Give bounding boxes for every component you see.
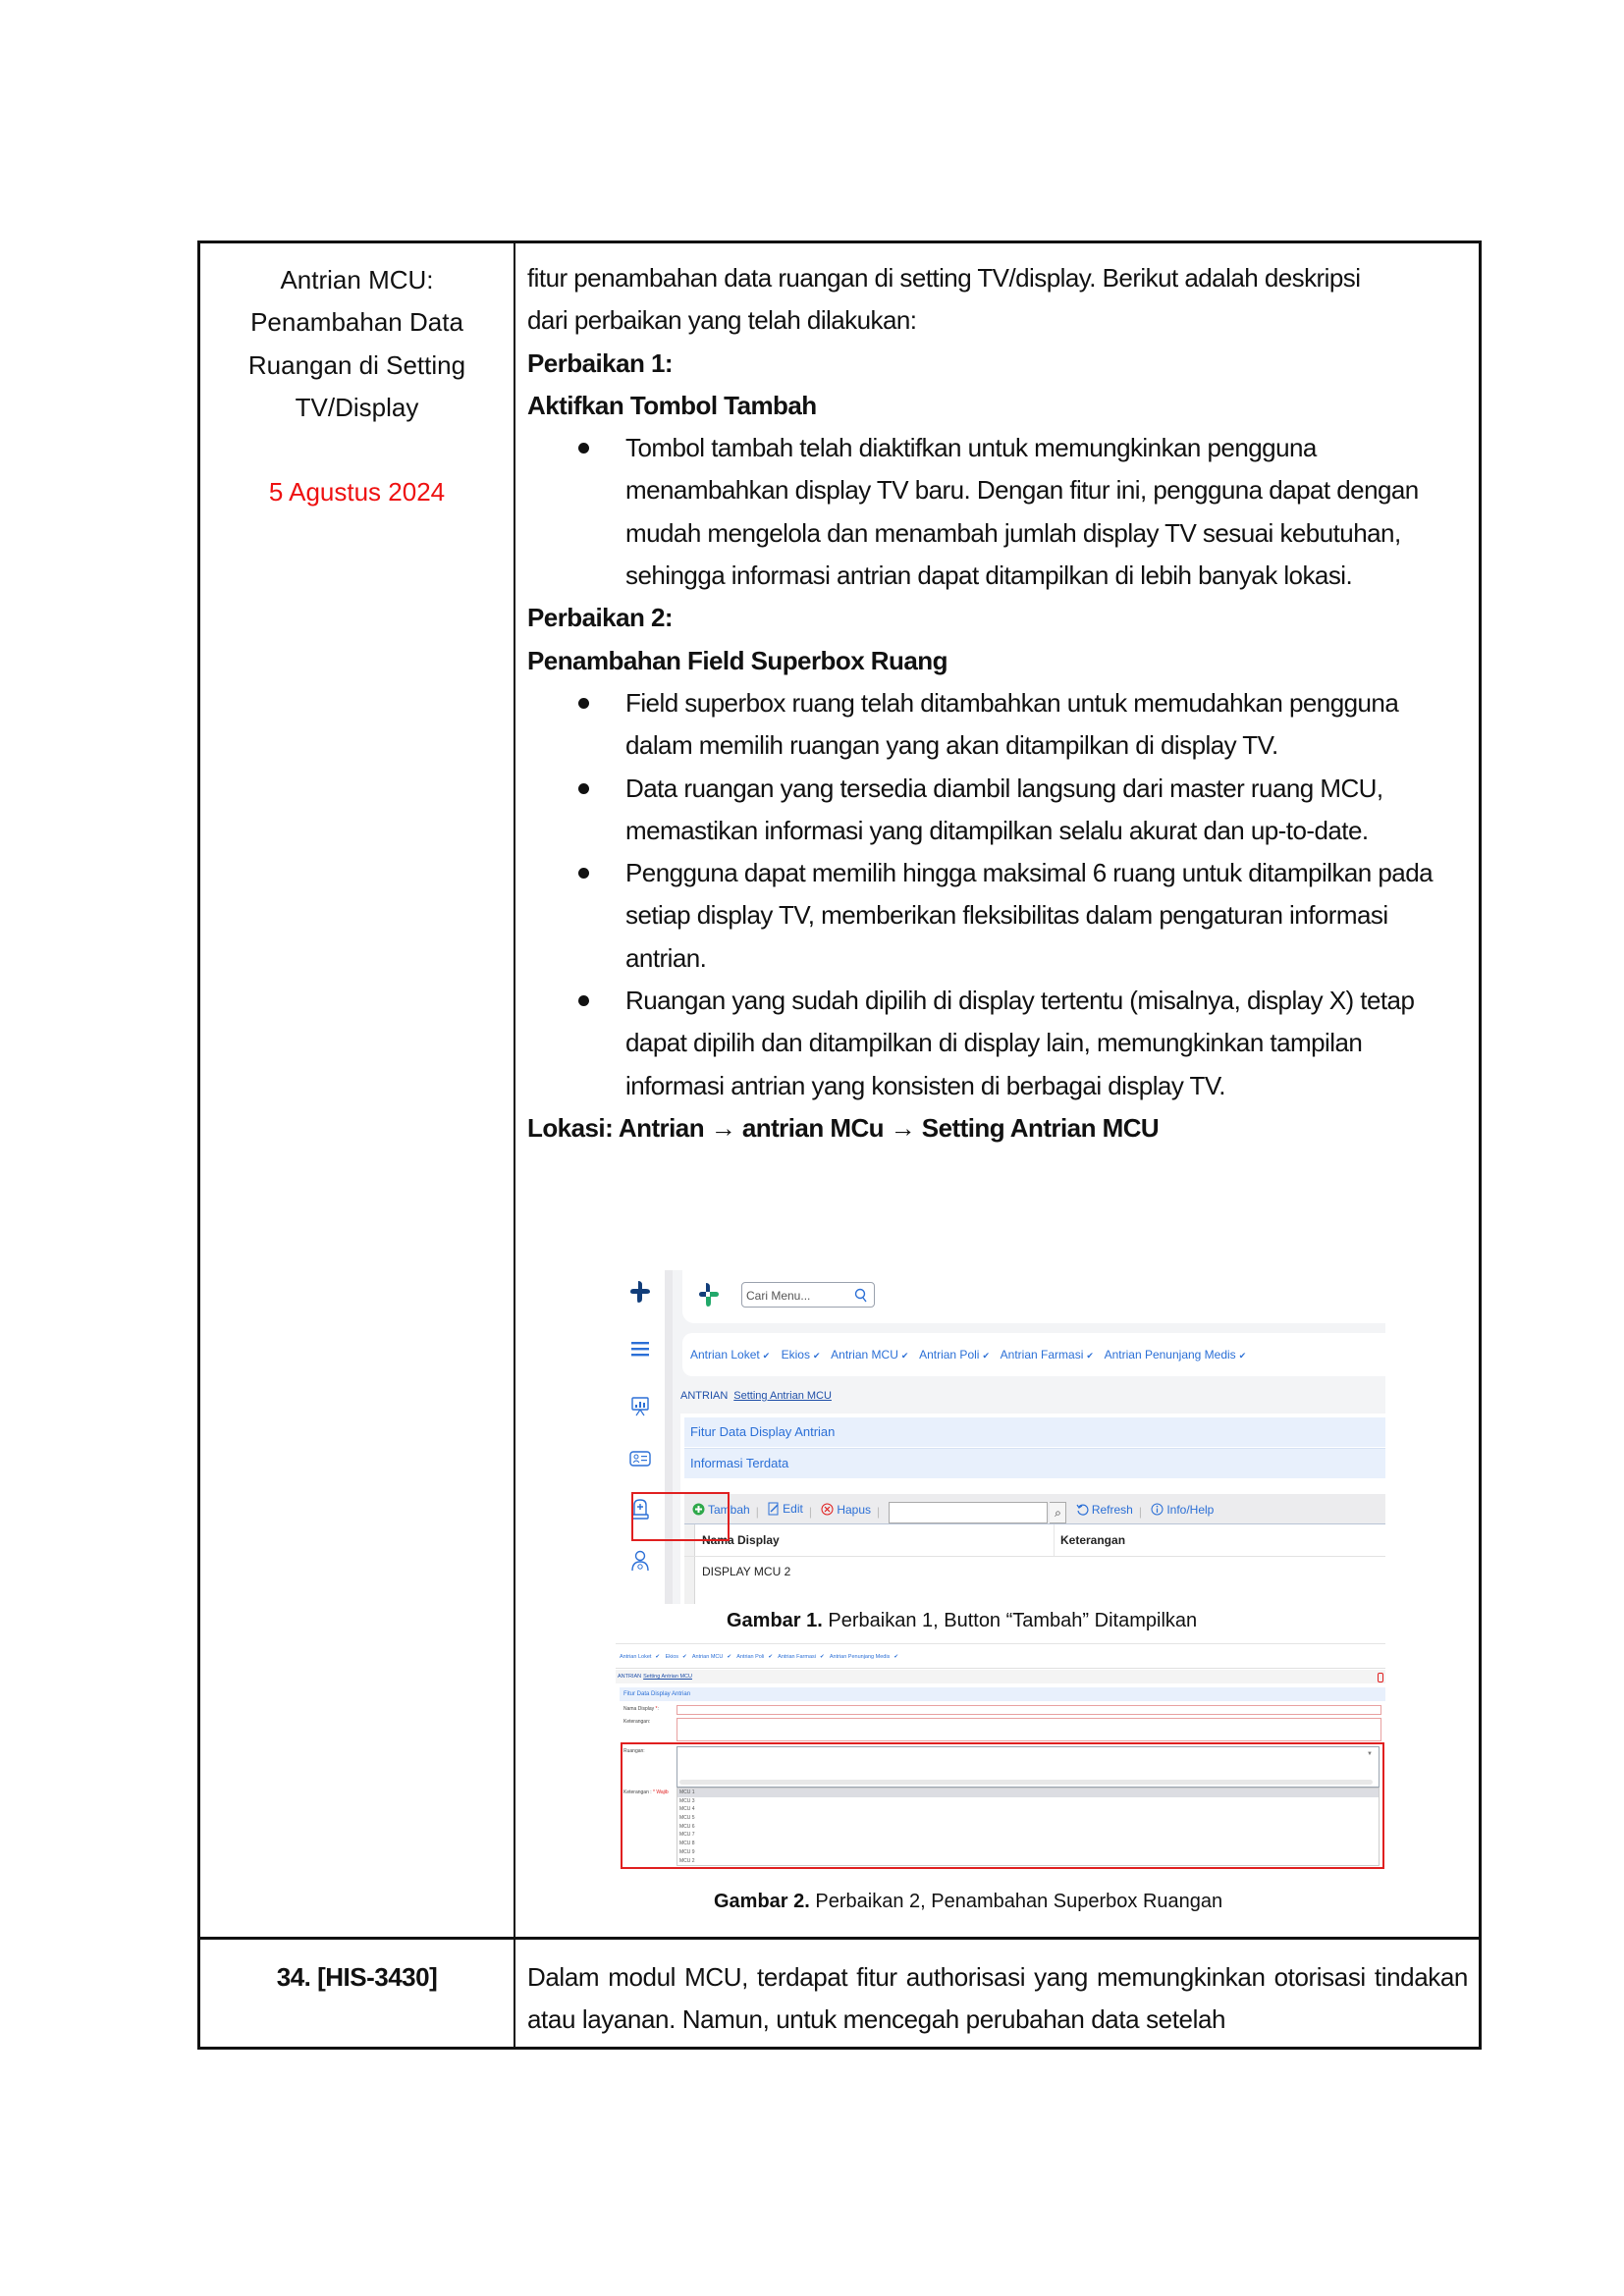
ruangan-superbox[interactable] xyxy=(677,1746,1380,1788)
feature-title-line: Penambahan Data xyxy=(250,307,463,338)
nav-antrian-mcu[interactable]: Antrian MCU xyxy=(691,1654,724,1660)
figure-2-screenshot xyxy=(616,1643,1385,1882)
intro-line: dari perbaikan yang telah dilakukan: xyxy=(527,305,917,336)
option-mcu-1[interactable]: MCU 1 xyxy=(677,1789,1379,1797)
location-path: Lokasi: Antrian → antrian MCu → Setting Antrian MCU xyxy=(527,1112,1160,1143)
grid-header xyxy=(684,1524,1385,1557)
add-button[interactable]: Tambah xyxy=(692,1495,750,1524)
nav-ekios[interactable]: Ekios ✔︎ xyxy=(781,1348,821,1362)
highlight-box xyxy=(631,1492,730,1541)
chevron-down-icon: ✔︎ xyxy=(982,1351,990,1361)
nav-antrian-farmasi[interactable]: Antrian Farmasi ✔︎ xyxy=(1000,1348,1094,1362)
nav-antrian-loket[interactable]: Antrian Loket ✔︎ xyxy=(690,1348,771,1362)
sidebar-gutter xyxy=(665,1270,673,1604)
bullet-icon xyxy=(578,868,589,879)
list-item: Data ruangan yang tersedia diambil langsung dari master ruang MCU, memastikan informasi yang ditampilkan selalu akurat dan up-to-date. xyxy=(527,768,1470,853)
search-icon[interactable]: ⌕ xyxy=(1050,1502,1066,1523)
breadcrumb-root[interactable]: ANTRIAN xyxy=(618,1674,642,1680)
chevron-down-icon: ✔︎ xyxy=(762,1351,771,1361)
fix2-label: Perbaikan 2: xyxy=(527,603,674,633)
panel-title: Fitur Data Display Antrian xyxy=(620,1687,1385,1701)
app-header xyxy=(682,1270,1385,1323)
fix2-bullet-list xyxy=(527,682,1470,1107)
nav-antrian-poli[interactable]: Antrian Poli ✔︎ xyxy=(919,1348,990,1362)
table-row[interactable] xyxy=(684,1557,1385,1586)
option-mcu-5[interactable]: MCU 5 xyxy=(679,1815,695,1822)
grid-search-input[interactable] xyxy=(889,1502,1048,1523)
edit-icon xyxy=(768,1502,780,1516)
feature-title-cell xyxy=(200,243,514,513)
bullet-icon xyxy=(578,995,589,1006)
nama-display-label: Nama Display *: xyxy=(623,1706,659,1712)
column-divider xyxy=(514,243,515,2047)
bullet-icon xyxy=(578,698,589,709)
figure-2-caption: Gambar 2. Perbaikan 2, Penambahan Superbox Ruangan xyxy=(714,1891,1223,1912)
breadcrumb-root[interactable]: ANTRIAN xyxy=(680,1390,729,1402)
info-icon xyxy=(1151,1503,1164,1516)
refresh-button[interactable]: Refresh xyxy=(1076,1495,1133,1524)
help-button[interactable]: Info/Help xyxy=(1151,1495,1214,1524)
scrollbar[interactable] xyxy=(679,1780,1373,1785)
list-item: Field superbox ruang telah ditambahkan untuk memudahkan pengguna dalam memilih ruangan yang akan ditampilkan di display TV. xyxy=(527,682,1470,768)
top-nav: Antrian Loket ✔︎ Ekios ✔︎ Antrian MCU ✔︎ Antrian Poli ✔︎ Antrian Farmasi ✔︎ Antrian Penunjang Medis ✔︎ xyxy=(616,1646,1385,1669)
chevron-down-icon: ✔︎ xyxy=(1086,1351,1094,1361)
breadcrumb xyxy=(680,1386,832,1406)
menu-hamburger-icon[interactable] xyxy=(626,1335,654,1362)
app-main xyxy=(673,1270,1385,1604)
ticket-id: 34. [HIS-3430] xyxy=(276,1962,438,1992)
ruangan-label: Ruangan: xyxy=(623,1748,645,1754)
release-date: 5 Agustus 2024 xyxy=(268,477,446,507)
content-area xyxy=(680,1414,1385,1604)
keterangan-textarea[interactable] xyxy=(677,1718,1381,1741)
column-header-keterangan[interactable]: Keterangan xyxy=(1054,1524,1125,1556)
list-item: Pengguna dapat memilih hingga maksimal 6 ruang untuk ditampilkan pada setiap display TV, memberikan fleksibilitas dalam pengaturan informasi antrian. xyxy=(527,852,1470,980)
option-mcu-3[interactable]: MCU 3 xyxy=(679,1797,695,1804)
feature-title-line: Antrian MCU: xyxy=(280,265,434,294)
top-nav xyxy=(682,1333,1385,1376)
intro-line: fitur penambahan data ruangan di setting TV/display. Berikut adalah deskripsi xyxy=(527,263,1361,293)
chevron-down-icon: ✔︎ xyxy=(1238,1351,1247,1361)
doctor-user-icon[interactable] xyxy=(626,1547,654,1575)
breadcrumb xyxy=(616,1670,1385,1683)
fix1-title: Aktifkan Tombol Tambah xyxy=(527,390,817,420)
app-logo-icon xyxy=(626,1278,654,1306)
panel-title: Fitur Data Display Antrian xyxy=(684,1417,1385,1447)
option-mcu-2[interactable]: MCU 2 xyxy=(679,1857,695,1864)
feature-title-line: Ruangan di Setting xyxy=(247,349,466,380)
delete-button[interactable]: Hapus xyxy=(821,1495,871,1524)
figure-1-screenshot xyxy=(620,1270,1385,1604)
list-item: Ruangan yang sudah dipilih di display tertentu (misalnya, display X) tetap dapat dipilih dan ditampilkan di display lain, memungkinkan tampilan informasi antrian yang konsisten di berbagai display TV. xyxy=(527,980,1470,1107)
brand-logo-icon xyxy=(698,1282,720,1312)
option-mcu-4[interactable]: MCU 4 xyxy=(679,1806,695,1813)
presentation-chart-icon[interactable] xyxy=(626,1392,654,1419)
column-header-nama-display[interactable]: Nama Display xyxy=(702,1533,780,1547)
grid-toolbar: Tambah | Edit | Hapus | ⌕ Refresh | Info/Help xyxy=(684,1494,1385,1524)
bullet-icon xyxy=(578,443,589,454)
id-card-icon[interactable] xyxy=(626,1445,654,1472)
nav-antrian-penunjang-medis[interactable]: Antrian Penunjang Medis xyxy=(829,1654,891,1660)
chevron-down-icon: ✔︎ xyxy=(900,1351,909,1361)
search-icon[interactable] xyxy=(854,1287,868,1312)
list-item: Tombol tambah telah diaktifkan untuk memungkinkan pengguna menambahkan display TV baru. Dengan fitur ini, pengguna dapat dengan mudah mengelola dan menambah jumlah display TV sesuai kebutuhan, sehingga informasi antrian dapat ditampilkan di lebih banyak lokasi. xyxy=(527,427,1470,597)
refresh-icon xyxy=(1076,1503,1089,1516)
option-mcu-8[interactable]: MCU 8 xyxy=(679,1841,695,1847)
fix2-title: Penambahan Field Superbox Ruang xyxy=(527,645,947,675)
nav-antrian-poli[interactable]: Antrian Poli xyxy=(736,1654,765,1660)
ruangan-options-list xyxy=(677,1788,1380,1866)
fix1-bullet-list xyxy=(527,427,1470,597)
nav-ekios[interactable]: Ekios xyxy=(665,1654,679,1660)
keterangan-wajib-label: Keterangan : * Wajib xyxy=(623,1789,669,1795)
nav-antrian-farmasi[interactable]: Antrian Farmasi xyxy=(778,1654,816,1660)
option-mcu-9[interactable]: MCU 9 xyxy=(679,1848,695,1855)
dropdown-arrow-icon[interactable]: ▼ xyxy=(1367,1751,1373,1757)
nav-antrian-penunjang-medis[interactable]: Antrian Penunjang Medis ✔︎ xyxy=(1104,1348,1247,1362)
figure-1-caption: Gambar 1. Perbaikan 1, Button “Tambah” Ditampilkan xyxy=(727,1610,1198,1631)
app-sidebar xyxy=(620,1270,665,1604)
option-mcu-7[interactable]: MCU 7 xyxy=(679,1832,695,1839)
nav-antrian-loket[interactable]: Antrian Loket xyxy=(620,1654,652,1660)
section-title: Informasi Terdata xyxy=(684,1448,1385,1478)
bullet-icon xyxy=(578,783,589,794)
ticket-description: Dalam modul MCU, terdapat fitur authorisasi yang memungkinkan otorisasi tindakan atau layanan. Namun, untuk mencegah perubahan data setelah xyxy=(527,1962,1468,2035)
nav-antrian-mcu[interactable]: Antrian MCU ✔︎ xyxy=(831,1348,909,1362)
edit-button[interactable]: Edit xyxy=(768,1494,803,1523)
nama-display-input[interactable] xyxy=(677,1705,1381,1715)
fix1-label: Perbaikan 1: xyxy=(527,347,674,378)
delete-circle-icon xyxy=(821,1503,834,1516)
close-tab-icon[interactable] xyxy=(1378,1673,1383,1682)
menu-search-input[interactable]: Cari Menu... xyxy=(741,1282,875,1308)
feature-title-line: TV/Display xyxy=(295,392,419,422)
breadcrumb-active-tab[interactable]: Setting Antrian MCU xyxy=(733,1390,832,1402)
cell-nama-display: DISPLAY MCU 2 xyxy=(702,1565,791,1578)
breadcrumb-active-tab[interactable]: Setting Antrian MCU xyxy=(643,1674,692,1680)
keterangan-label: Keterangan: xyxy=(623,1719,651,1725)
option-mcu-6[interactable]: MCU 6 xyxy=(679,1823,695,1830)
chevron-down-icon: ✔︎ xyxy=(812,1351,821,1361)
description-cell xyxy=(527,257,1470,1149)
